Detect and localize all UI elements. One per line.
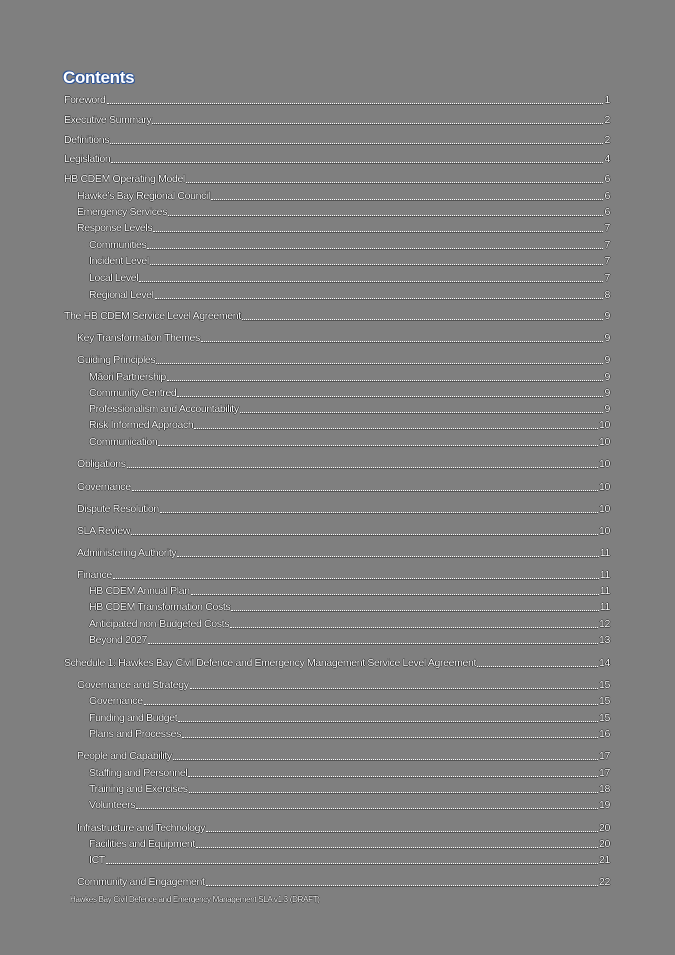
toc-entry-page: 15: [599, 695, 610, 707]
toc-entry-communication[interactable]: [89, 435, 610, 449]
toc-entry-page: 22: [599, 876, 610, 888]
toc-entry-funding-and-budget[interactable]: [89, 711, 610, 725]
toc-entry-label: Response Levels: [77, 222, 153, 234]
toc-entry-local-level[interactable]: [89, 271, 610, 285]
dot-leader: [206, 885, 598, 886]
dot-leader: [173, 759, 598, 760]
toc-entry-emergency-services[interactable]: [77, 205, 610, 219]
toc-entry-label: SLA Review: [77, 525, 131, 537]
toc-entry-page: 20: [599, 822, 610, 834]
toc-entry-label: Professionalism and Accountability: [89, 403, 239, 415]
toc-entry-page: 9: [604, 310, 610, 322]
toc-entry-executive-summary[interactable]: [64, 113, 610, 127]
dot-leader: [127, 467, 598, 468]
toc-entry-label: Facilities and Equipment: [89, 838, 195, 850]
toc-entry-page: 15: [599, 679, 610, 691]
toc-entry-page: 16: [599, 728, 610, 740]
dot-leader: [230, 627, 598, 628]
toc-entry-community-centred[interactable]: [89, 386, 610, 400]
dot-leader: [477, 666, 598, 667]
toc-entry-page: 11: [599, 569, 610, 581]
toc-entry-label: Finance: [77, 569, 112, 581]
toc-entry-page: 10: [599, 525, 610, 537]
toc-entry-page: 6: [604, 206, 610, 218]
toc-entry-legislation[interactable]: [64, 152, 610, 166]
toc-entry-label: Communities: [89, 239, 147, 251]
dot-leader: [132, 490, 598, 491]
dot-leader: [191, 594, 599, 595]
dot-leader: [139, 281, 603, 282]
toc-entry-page: 17: [599, 750, 610, 762]
toc-entry-label: Communication: [89, 436, 158, 448]
toc-entry-training-and-exercises[interactable]: [89, 782, 610, 796]
dot-leader: [107, 103, 603, 104]
toc-entry-regional-council[interactable]: [77, 189, 610, 203]
toc-entry-label: Incident Level: [89, 255, 149, 267]
dot-leader: [167, 380, 603, 381]
toc-entry-professionalism[interactable]: [89, 402, 610, 416]
dot-leader: [153, 231, 603, 232]
toc-entry-page: 7: [604, 255, 610, 267]
toc-entry-label: Emergency Services: [77, 206, 167, 218]
toc-entry-label: Training and Exercises: [89, 783, 188, 795]
toc-entry-definitions[interactable]: [64, 133, 610, 147]
toc-entry-label: Māori Partnership: [89, 371, 166, 383]
toc-entry-page: 21: [599, 854, 610, 866]
dot-leader: [242, 319, 603, 320]
toc-entry-label: Beyond 2027: [89, 634, 148, 646]
toc-entry-page: 12: [599, 618, 610, 630]
toc-entry-label: Legislation: [64, 153, 111, 165]
toc-entry-page: 11: [599, 547, 610, 559]
toc-entry-label: ICT: [89, 854, 105, 866]
toc-entry-community-and-engagement[interactable]: [77, 875, 610, 889]
toc-entry-page: 9: [604, 387, 610, 399]
toc-entry-key-transformation-themes[interactable]: [77, 331, 610, 345]
toc-entry-service-level-agreement[interactable]: [64, 309, 610, 323]
toc-entry-label: Executive Summary: [64, 114, 152, 126]
dot-leader: [144, 704, 598, 705]
toc-entry-label: Hawke’s Bay Regional Council: [77, 190, 210, 202]
toc-entry-dispute-resolution[interactable]: [77, 502, 610, 516]
dot-leader: [160, 512, 598, 513]
toc-entry-page: 2: [604, 134, 610, 146]
toc-entry-non-budgeted-costs[interactable]: [89, 617, 610, 631]
dot-leader: [156, 363, 603, 364]
toc-entry-regional-level[interactable]: [89, 288, 610, 302]
toc-entry-page: 6: [604, 190, 610, 202]
dot-leader: [136, 808, 598, 809]
toc-entry-label: Guiding Principles: [77, 354, 156, 366]
toc-entry-page: 11: [599, 601, 610, 613]
dot-leader: [150, 264, 603, 265]
toc-entry-label: Funding and Budget: [89, 712, 178, 724]
toc-entry-label: HB CDEM Annual Plan: [89, 585, 190, 597]
toc-entry-label: Regional Level: [89, 289, 154, 301]
toc-entry-label: The HB CDEM Service Level Agreement: [64, 310, 241, 322]
dot-leader: [177, 556, 598, 557]
toc-entry-label: Governance and Strategy: [77, 679, 189, 691]
toc-entry-page: 7: [604, 272, 610, 284]
dot-leader: [178, 721, 598, 722]
toc-entry-page: 17: [599, 767, 610, 779]
toc-entry-label: Dispute Resolution: [77, 503, 159, 515]
dot-leader: [111, 162, 603, 163]
toc-entry-facilities-and-equipment[interactable]: [89, 837, 610, 851]
toc-entry-page: 18: [599, 783, 610, 795]
dot-leader: [189, 792, 598, 793]
toc-entry-plans-and-processes[interactable]: [89, 727, 610, 741]
dot-leader: [196, 847, 598, 848]
toc-entry-page: 19: [599, 799, 610, 811]
toc-entry-page: 2: [604, 114, 610, 126]
dot-leader: [231, 610, 598, 611]
dot-leader: [106, 863, 598, 864]
dot-leader: [194, 428, 598, 429]
dot-leader: [147, 248, 603, 249]
toc-entry-page: 1: [604, 94, 610, 106]
toc-entry-annual-plan[interactable]: [89, 584, 610, 598]
toc-entry-operating-model[interactable]: [64, 172, 610, 186]
toc-entry-finance[interactable]: [77, 568, 610, 582]
dot-leader: [211, 199, 603, 200]
toc-entry-label: Schedule 1: Hawkes Bay Civil Defence and Emergency Management Service Level Agreement: [64, 657, 477, 669]
dot-leader: [148, 643, 598, 644]
toc-entry-foreword[interactable]: [64, 93, 610, 107]
dot-leader: [186, 182, 603, 183]
dot-leader: [240, 412, 603, 413]
toc-entry-communities[interactable]: [89, 238, 610, 252]
toc-entry-page: 10: [599, 503, 610, 515]
toc-entry-page: 7: [604, 239, 610, 251]
toc-title: Contents: [63, 68, 135, 87]
toc-entry-page: 10: [599, 436, 610, 448]
toc-entry-schedule-1[interactable]: [64, 656, 610, 670]
toc-entry-page: 9: [604, 332, 610, 344]
toc-entry-page: 10: [599, 481, 610, 493]
toc-entry-volunteers[interactable]: [89, 798, 610, 812]
toc-entry-label: Governance: [89, 695, 143, 707]
toc-entry-label: Key Transformation Themes: [77, 332, 200, 344]
toc-entry-schedule-governance[interactable]: [89, 694, 610, 708]
dot-leader: [110, 143, 603, 144]
toc-entry-page: 11: [599, 585, 610, 597]
toc-entry-label: HB CDEM Transformation Costs: [89, 601, 231, 613]
page-footer: Hawkes Bay Civil Defence and Emergency Management SLA v1.3 (DRAFT): [70, 895, 320, 904]
dot-leader: [152, 123, 603, 124]
toc-entry-label: Community and Engagement: [77, 876, 205, 888]
toc-entry-label: Risk Informed Approach: [89, 419, 194, 431]
toc-entry-beyond-2027[interactable]: [89, 633, 610, 647]
toc-entry-label: Administering Authority: [77, 547, 177, 559]
dot-leader: [168, 215, 603, 216]
toc-entry-maori-partnership[interactable]: [89, 370, 610, 384]
toc-entry-label: Community Centred: [89, 387, 177, 399]
dot-leader: [113, 578, 599, 579]
toc-entry-label: Infrastructure and Technology: [77, 822, 205, 834]
toc-entry-incident-level[interactable]: [89, 254, 610, 268]
toc-entry-governance-and-strategy[interactable]: [77, 678, 610, 692]
toc-entry-label: Anticipated non-Budgeted Costs: [89, 618, 230, 630]
dot-leader: [158, 445, 598, 446]
dot-leader: [131, 534, 598, 535]
toc-entry-page: 9: [604, 371, 610, 383]
dot-leader: [182, 737, 598, 738]
dot-leader: [177, 396, 603, 397]
dot-leader: [188, 776, 598, 777]
toc-entry-infrastructure-and-technology[interactable]: [77, 821, 610, 835]
toc-entry-page: 9: [604, 403, 610, 415]
toc-entry-page: 9: [604, 354, 610, 366]
dot-leader: [190, 688, 598, 689]
dot-leader: [206, 831, 598, 832]
dot-leader: [201, 341, 603, 342]
toc-entry-sla-review[interactable]: [77, 524, 610, 538]
toc-entry-transformation-costs[interactable]: [89, 600, 610, 614]
toc-entry-page: 14: [599, 657, 610, 669]
dot-leader: [155, 298, 603, 299]
toc-entry-label: Plans and Processes: [89, 728, 181, 740]
toc-entry-page: 10: [599, 419, 610, 431]
toc-entry-risk-informed-approach[interactable]: [89, 418, 610, 432]
toc-entry-people-and-capability[interactable]: [77, 749, 610, 763]
toc-entry-guiding-principles[interactable]: [77, 353, 610, 367]
toc-entry-label: Definitions: [64, 134, 110, 146]
toc-entry-label: Obligations: [77, 458, 126, 470]
toc-entry-governance[interactable]: [77, 480, 610, 494]
toc-entry-label: Volunteers: [89, 799, 136, 811]
toc-entry-label: HB CDEM Operating Model: [64, 173, 185, 185]
toc-entry-staffing-and-personnel[interactable]: [89, 766, 610, 780]
toc-entry-label: Staffing and Personnel: [89, 767, 188, 779]
toc-entry-page: 20: [599, 838, 610, 850]
toc-entry-label: Local Level: [89, 272, 139, 284]
toc-entry-page: 7: [604, 222, 610, 234]
toc-entry-ict[interactable]: [89, 853, 610, 867]
toc-entry-page: 10: [599, 458, 610, 470]
toc-entry-page: 6: [604, 173, 610, 185]
toc-entry-obligations[interactable]: [77, 457, 610, 471]
toc-entry-page: 8: [604, 289, 610, 301]
toc-entry-page: 4: [604, 153, 610, 165]
toc-entry-administering-authority[interactable]: [77, 546, 610, 560]
toc-entry-page: 13: [599, 634, 610, 646]
toc-entry-response-levels[interactable]: [77, 221, 610, 235]
toc-entry-page: 15: [599, 712, 610, 724]
toc-entry-label: Governance: [77, 481, 131, 493]
toc-entry-label: People and Capability: [77, 750, 172, 762]
toc-entry-label: Foreword: [64, 94, 106, 106]
